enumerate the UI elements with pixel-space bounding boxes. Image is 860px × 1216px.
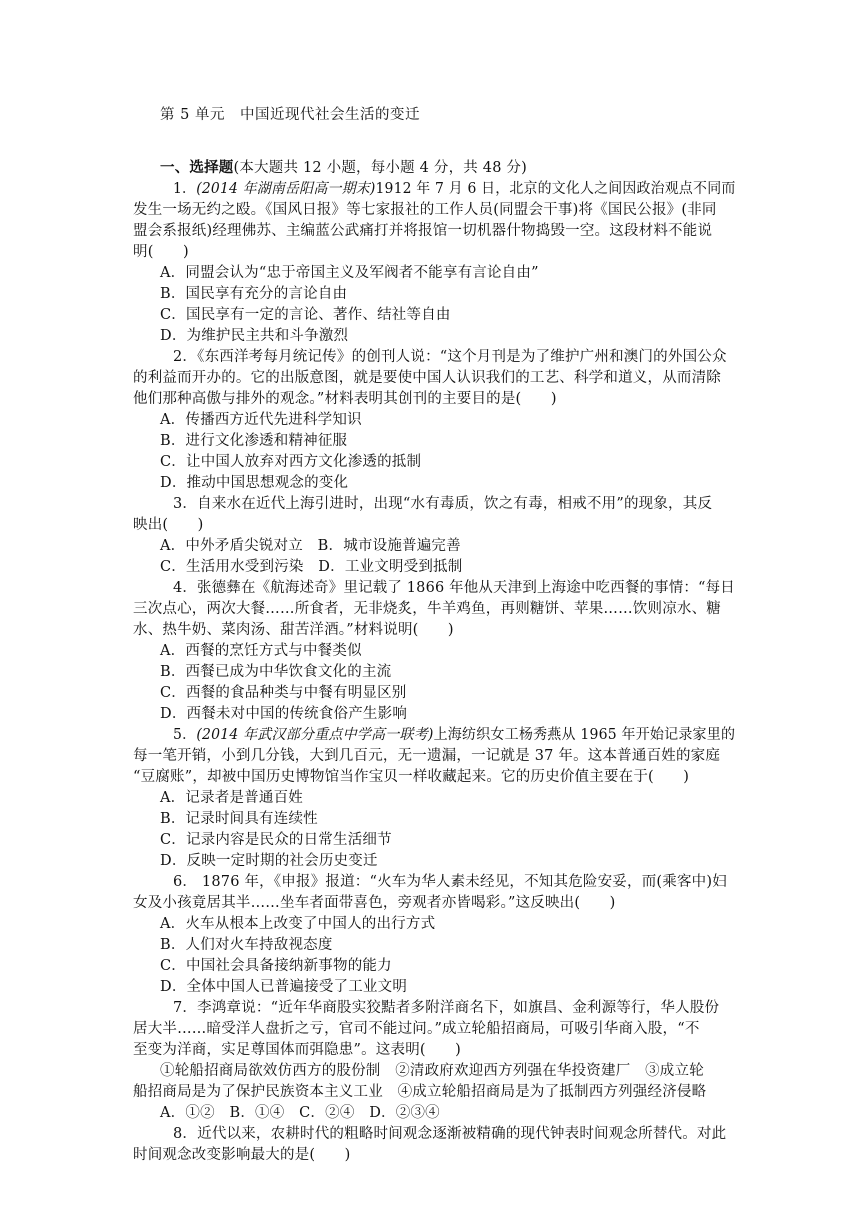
question-1-option-c: C．国民享有一定的言论、著作、结社等自由 bbox=[160, 307, 451, 323]
question-2-option-d: D．推动中国思想观念的变化 bbox=[160, 475, 349, 491]
question-6-option-a: A．火车从根本上改变了中国人的出行方式 bbox=[160, 916, 436, 932]
question-5-option-c: C．记录内容是民众的日常生活细节 bbox=[160, 832, 392, 848]
question-1-line-1 bbox=[173, 179, 735, 199]
question-7-options: A．①② B．①④ C．②④ D．②③④ bbox=[160, 1105, 440, 1121]
section-note: (本大题共 12 小题，每小题 4 分，共 48 分) bbox=[233, 160, 527, 176]
question-7-line-5: 船招商局是为了保护民族资本主义工业 ④成立轮船招商局是为了抵制西方列强经济侵略 bbox=[133, 1084, 707, 1100]
question-1-line-4: 明( ) bbox=[133, 244, 189, 260]
question-2-option-b: B．进行文化渗透和精神征服 bbox=[160, 433, 348, 449]
question-4-option-a: A．西餐的烹饪方式与中餐类似 bbox=[160, 643, 362, 659]
question-5-option-b: B．记录时间具有连续性 bbox=[160, 811, 318, 827]
question-4-option-b: B．西餐已成为中华饮食文化的主流 bbox=[160, 664, 392, 680]
section-heading bbox=[160, 158, 527, 178]
question-1-option-b: B．国民享有充分的言论自由 bbox=[160, 286, 348, 302]
question-7-line-4: ①轮船招商局欲效仿西方的股份制 ②清政府欢迎西方列强在华投资建厂 ③成立轮 bbox=[160, 1063, 704, 1079]
question-1-option-d: D．为维护民主共和斗争激烈 bbox=[160, 328, 349, 344]
question-7-line-2: 居大半……暗受洋人盘折之亏，官司不能过问。”成立轮船招商局，可吸引华商入股，“不 bbox=[133, 1021, 700, 1037]
question-7-line-3: 至变为洋商，实足尊国体而弭隐患”。这表明( ) bbox=[133, 1042, 462, 1058]
question-number: 5． bbox=[173, 727, 197, 743]
question-6-option-c: C．中国社会具备接纳新事物的能力 bbox=[160, 958, 392, 974]
question-6-line-2: 女及小孩竟居其半……坐车者面带喜色，旁观者亦皆喝彩。”这反映出( ) bbox=[133, 895, 616, 911]
question-number: 1． bbox=[173, 181, 197, 197]
question-4-line-3: 水、热牛奶、菜肉汤、甜苦洋酒。”材料说明( ) bbox=[133, 622, 454, 638]
question-3-line-2: 映出( ) bbox=[133, 517, 204, 533]
question-5-option-d: D．反映一定时期的社会历史变迁 bbox=[160, 853, 378, 869]
question-7-line-1: 7．李鸿章说：“近年华商股实狡黠者多附洋商名下，如旗昌、金利源等行，华人股份 bbox=[173, 1000, 720, 1016]
question-5-line-1 bbox=[173, 725, 735, 745]
question-2-line-1: 2．《东西洋考每月统记传》的创刊人说：“这个月刊是为了维护广州和澳门的外国公众 bbox=[173, 349, 727, 365]
question-6-line-1: 6． 1876 年，《申报》报道：“火车为华人素未经见，不知其危险安妥，而(乘客中)妇 bbox=[173, 874, 727, 890]
question-6-option-b: B．人们对火车持敌视态度 bbox=[160, 937, 333, 953]
question-1-line-3: 盟会系报纸)经理佛苏、主编蓝公武痛打并将报馆一切机器什物捣毁一空。这段材料不能说 bbox=[133, 223, 713, 239]
question-3-options-ab: A．中外矛盾尖锐对立 B．城市设施普遍完善 bbox=[160, 538, 461, 554]
question-4-option-d: D．西餐未对中国的传统食俗产生影响 bbox=[160, 706, 408, 722]
question-4-line-1: 4．张德彝在《航海述奇》里记载了 1866 年他从天津到上海途中吃西餐的事情：“每日 bbox=[173, 580, 735, 596]
question-5-line-2: 每一笔开销，小到几分钱，大到几百元，无一遗漏，一记就是 37 年。这本普通百姓的家庭 bbox=[133, 748, 721, 764]
question-1-line-2: 发生一场无约之殴。《国风日报》等七家报社的工作人员(同盟会干事)将《国民公报》(非同 bbox=[133, 202, 717, 218]
question-4-line-2: 三次点心，两次大餐……所食者，无非烧炙，牛羊鸡鱼，再则糖饼、苹果……饮则凉水、糖 bbox=[133, 601, 721, 617]
question-1-option-a: A．同盟会认为“忠于帝国主义及军阀者不能享有言论自由” bbox=[160, 265, 539, 281]
unit-title: 第 5 单元 中国近现代社会生活的变迁 bbox=[160, 107, 420, 123]
question-text: 1912 年 7 月 6 日，北京的文化人之间因政治观点不同而 bbox=[375, 181, 736, 197]
question-5-line-3: “豆腐账”，却被中国历史博物馆当作宝贝一样收藏起来。它的历史价值主要在于( ) bbox=[133, 769, 690, 785]
question-6-option-d: D．全体中国人已普遍接受了工业文明 bbox=[160, 979, 408, 995]
question-5-option-a: A．记录者是普通百姓 bbox=[160, 790, 303, 806]
section-label: 一、选择题 bbox=[160, 159, 234, 176]
question-2-line-2: 的利益而开办的。它的出版意图，就是要使中国人认识我们的工艺、科学和道义，从而清除 bbox=[133, 370, 721, 386]
question-8-line-2: 时间观念改变影响最大的是( ) bbox=[133, 1147, 351, 1163]
question-2-line-3: 他们那种高傲与排外的观念。”材料表明其创刊的主要目的是( ) bbox=[133, 391, 557, 407]
question-source: (2014 年武汉部分重点中学高一联考) bbox=[196, 727, 434, 743]
question-8-line-1: 8．近代以来，农耕时代的粗略时间观念逐渐被精确的现代钟表时间观念所替代。对此 bbox=[173, 1126, 727, 1142]
question-source: (2014 年湖南岳阳高一期末) bbox=[196, 181, 376, 197]
question-3-line-1: 3．自来水在近代上海引进时，出现“水有毒质，饮之有毒，相戒不用”的现象，其反 bbox=[173, 496, 713, 512]
question-4-option-c: C．西餐的食品种类与中餐有明显区别 bbox=[160, 685, 407, 701]
question-2-option-a: A．传播西方近代先进科学知识 bbox=[160, 412, 362, 428]
question-text: 上海纺织女工杨秀燕从 1965 年开始记录家里的 bbox=[433, 727, 736, 743]
question-2-option-c: C．让中国人放弃对西方文化渗透的抵制 bbox=[160, 454, 422, 470]
question-3-options-cd: C．生活用水受到污染 D．工业文明受到抵制 bbox=[160, 559, 463, 575]
